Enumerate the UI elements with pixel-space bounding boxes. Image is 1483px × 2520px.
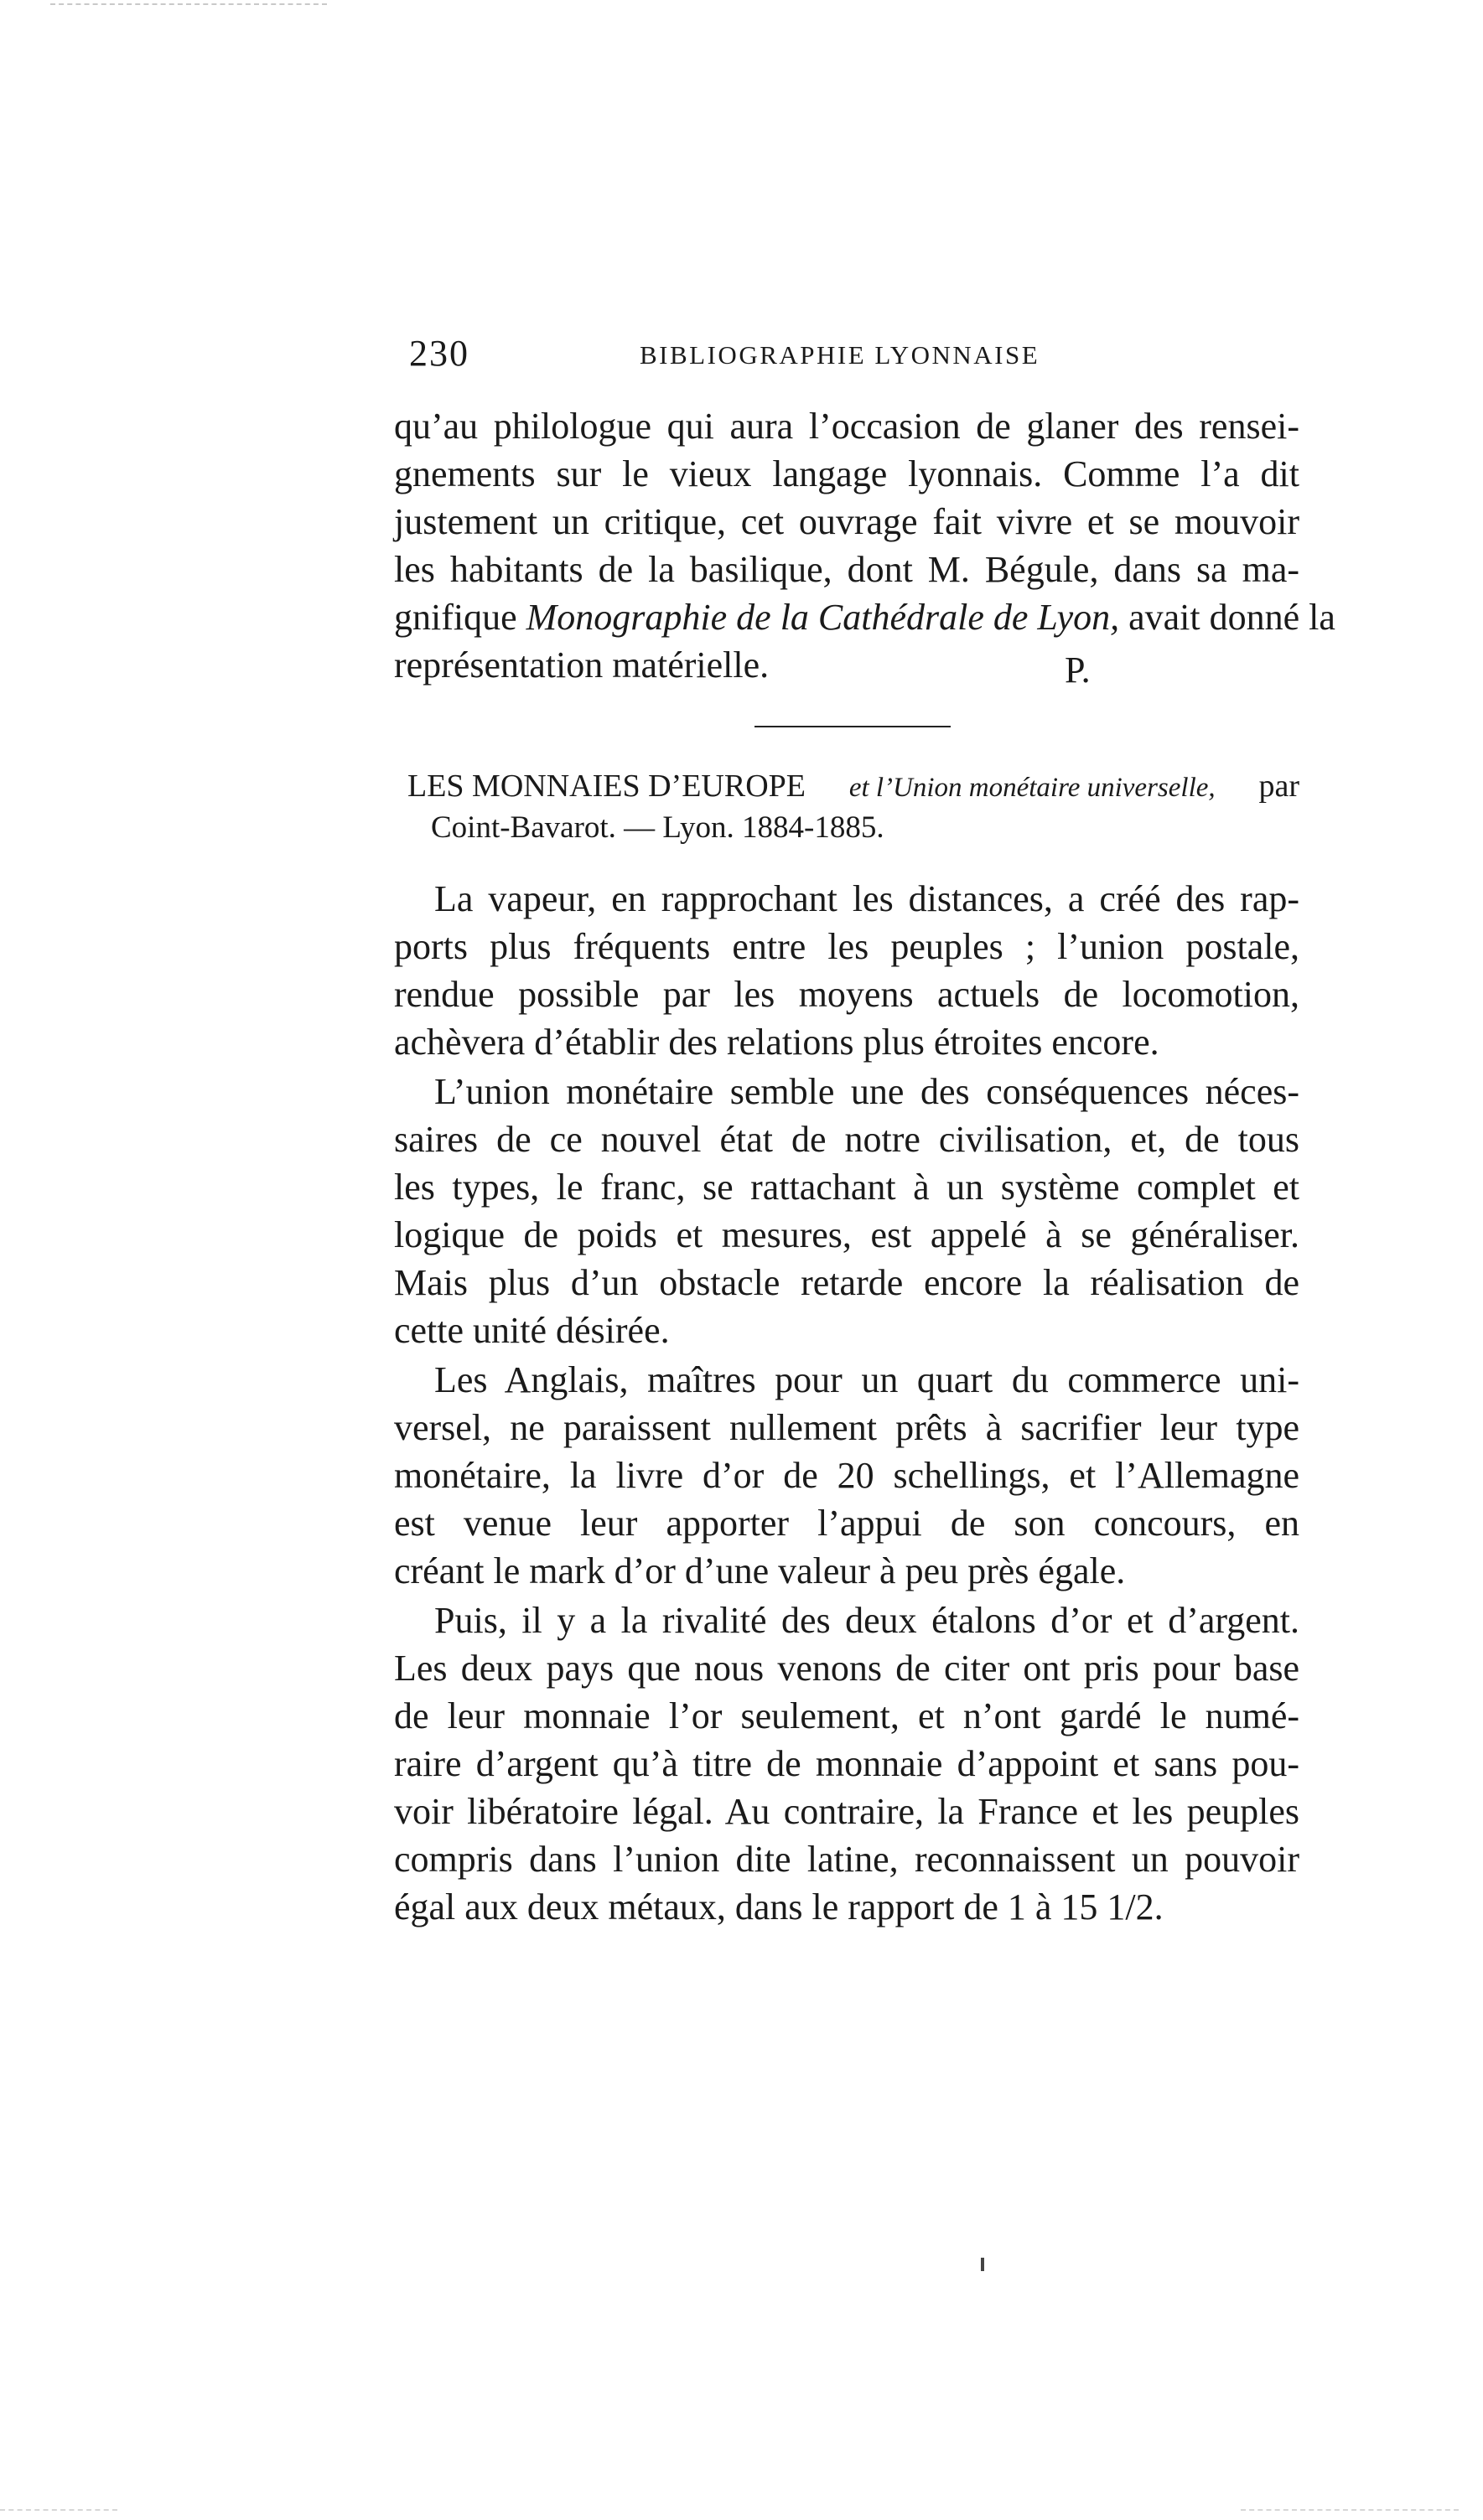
text-line: les habitants de la basilique, dont M. Bégule, dans sa ma- <box>394 549 1299 590</box>
entry-title-line <box>407 764 1299 808</box>
text-line: compris dans l’union dite latine, reconnaissent un pouvoir <box>394 1839 1299 1880</box>
text-line: justement un critique, cet ouvrage fait vivre et se mouvoir <box>394 501 1299 542</box>
text-line: égal aux deux métaux, dans le rapport de 1 à 15 1/2. <box>394 1886 1164 1928</box>
review-body <box>394 875 1299 1933</box>
text-line: créant le mark d’or d’une valeur à peu près égale. <box>394 1550 1126 1591</box>
entry-title-caps: LES MONNAIES D’EUROPE <box>407 768 806 804</box>
text-line: monétaire, la livre d’or de 20 schellings, et l’Allemagne <box>394 1455 1299 1496</box>
text-line: saires de ce nouvel état de notre civilisation, et, de tous <box>394 1119 1299 1160</box>
text-line: raire d’argent qu’à titre de monnaie d’appoint et sans pou- <box>394 1743 1299 1784</box>
text-line: voir libératoire légal. Au contraire, la France et les peuples <box>394 1791 1299 1832</box>
text-line: gnements sur le vieux langage lyonnais. Comme l’a dit <box>394 453 1299 494</box>
text-line: La vapeur, en rapprochant les distances, a créé des rap- <box>434 878 1299 919</box>
text-line: logique de poids et mesures, est appelé à se généraliser. <box>394 1214 1299 1255</box>
text-line: Les deux pays que nous venons de citer ont pris pour base <box>394 1648 1299 1689</box>
text-line: achèvera d’établir des relations plus étroites encore. <box>394 1022 1159 1063</box>
entry-heading <box>407 764 1299 848</box>
signature-initial: P. <box>1065 649 1091 691</box>
text-line: rendue possible par les moyens actuels de locomotion, <box>394 974 1299 1015</box>
text-line: cette unité désirée. <box>394 1310 670 1351</box>
text-line: les types, le franc, se rattachant à un système complet et <box>394 1167 1299 1208</box>
paragraph <box>394 875 1299 1066</box>
scan-edge-bottom-right <box>1241 2509 1459 2511</box>
continuation-paragraph <box>394 402 1335 691</box>
entry-author-line: Coint-Bavarot. — Lyon. 1884-1885. <box>431 810 884 845</box>
scan-edge-bottom-left <box>0 2509 117 2511</box>
scan-edge-top <box>50 3 327 5</box>
running-head <box>409 332 1298 374</box>
text-line: L’union monétaire semble une des conséquences néces- <box>434 1071 1299 1112</box>
text-line: versel, ne paraissent nullement prêts à sacrifier leur type <box>394 1407 1299 1448</box>
text-line: ports plus fréquents entre les peuples ; l’union postale, <box>394 926 1299 967</box>
section-divider <box>754 726 951 727</box>
paragraph <box>394 1356 1299 1595</box>
text-line: est venue leur apporter l’appui de son concours, en <box>394 1503 1299 1544</box>
text-fragment: gnifique <box>394 597 526 638</box>
page-number: 230 <box>409 333 469 374</box>
paragraph <box>394 1068 1299 1354</box>
entry-par: par <box>1258 768 1299 804</box>
text-line: qu’au philologue qui aura l’occasion de glaner des rensei- <box>394 406 1299 447</box>
text-line <box>394 593 1335 641</box>
text-line: Les Anglais, maîtres pour un quart du commerce uni- <box>434 1359 1299 1400</box>
paragraph <box>394 1596 1299 1931</box>
printer-mark <box>981 2258 984 2271</box>
text-line: Mais plus d’un obstacle retarde encore la réalisation de <box>394 1262 1299 1303</box>
book-title-italic: Monographie de la Cathédrale de Lyon, <box>526 597 1120 638</box>
text-fragment: avait donné la <box>1119 597 1335 638</box>
text-line: de leur monnaie l’or seulement, et n’ont gardé le numé- <box>394 1695 1299 1736</box>
text-line: Puis, il y a la rivalité des deux étalons d’or et d’argent. <box>434 1600 1299 1641</box>
text-fragment: représentation matérielle. <box>394 644 770 686</box>
entry-title-italic: et l’Union monétaire universelle, <box>848 773 1216 803</box>
running-title: BIBLIOGRAPHIE LYONNAISE <box>640 340 1040 370</box>
text-line <box>394 641 1299 689</box>
